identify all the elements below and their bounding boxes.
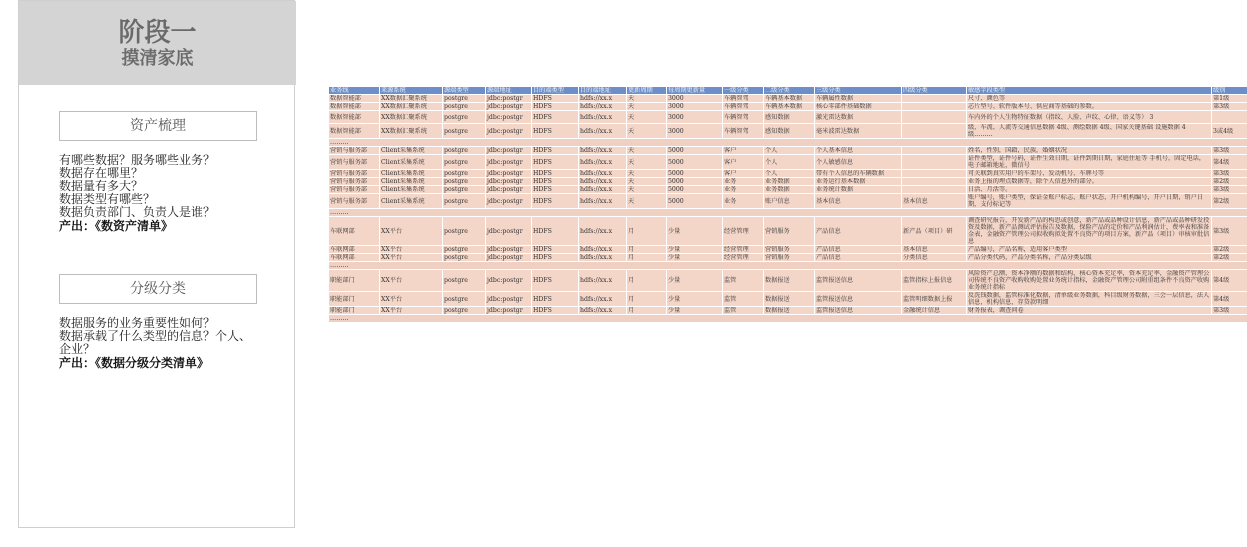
question-line: 数据负责部门、负责人是谁？ <box>59 205 216 219</box>
table-cell: jdbc:postgr <box>486 307 532 315</box>
ellipsis-cell: ……… <box>329 315 1247 323</box>
table-cell: XX数据汇聚系统 <box>380 95 443 103</box>
table-cell: postgre <box>443 194 486 209</box>
table-cell: 业务数据 <box>764 186 815 194</box>
table-cell: 月 <box>627 217 667 246</box>
question-line: 数据类型有哪些？ <box>59 192 156 206</box>
table-cell: 可关联到真实用户的车架号、发动机号、车牌号等 <box>967 170 1212 178</box>
table-cell: HDFS <box>532 270 579 292</box>
table-cell: 账户编号，账户类型，保证金账户标志，账户状态，开户机构编号，开户日期，销户日期，支付标记等 <box>967 194 1212 209</box>
table-cell: hdfs://xx.x <box>579 111 627 124</box>
table-row <box>329 246 1247 254</box>
table-cell: 财务报表，调查问卷 <box>967 307 1212 315</box>
table-cell: 3000 <box>667 111 723 124</box>
table-cell: postgre <box>443 111 486 124</box>
table-row <box>329 292 1247 307</box>
table-cell: 日活、月活等。 <box>967 186 1212 194</box>
table-cell: jdbc:postgr <box>486 95 532 103</box>
table-cell <box>902 124 967 139</box>
table-cell: 车联网部 <box>329 254 380 262</box>
table-cell: 车辆智驾 <box>723 124 764 139</box>
question-line: 企业？ <box>59 342 96 356</box>
table-cell: 月 <box>627 254 667 262</box>
table-header-row <box>329 87 1247 95</box>
table-row <box>329 155 1247 170</box>
table-cell: postgre <box>443 270 486 292</box>
table-cell: 客户 <box>723 155 764 170</box>
table-cell: XX平台 <box>380 254 443 262</box>
table-cell: 营销服务 <box>764 246 815 254</box>
table-cell: 第2级 <box>1212 246 1247 254</box>
table-cell: 个人 <box>764 170 815 178</box>
table-cell: 感知数据 <box>764 124 815 139</box>
table-cell: postgre <box>443 254 486 262</box>
column-header: 二级分类 <box>764 87 815 95</box>
table-cell: postgre <box>443 292 486 307</box>
table-row <box>329 170 1247 178</box>
table-cell: 数据报送 <box>764 270 815 292</box>
table-cell: 月 <box>627 292 667 307</box>
table-cell: 监管指标上报信息 <box>902 270 967 292</box>
table-cell: 天 <box>627 186 667 194</box>
table-cell: 产品编号，产品名称，适用客户类型 <box>967 246 1212 254</box>
table-row <box>329 147 1247 155</box>
table-row <box>329 124 1247 139</box>
stage-panel <box>18 0 295 528</box>
table-cell: 监管 <box>723 307 764 315</box>
table-row <box>329 194 1247 209</box>
table-cell: hdfs://xx.x <box>579 307 627 315</box>
table-cell: 第4级 <box>1212 155 1247 170</box>
table-cell <box>902 147 967 155</box>
table-cell: HDFS <box>532 95 579 103</box>
table-cell: 金融统计信息 <box>902 307 967 315</box>
table-cell: 5000 <box>667 194 723 209</box>
table-cell: HDFS <box>532 170 579 178</box>
table-cell: 数据智能部 <box>329 124 380 139</box>
table-cell: 职能部门 <box>329 270 380 292</box>
table-cell: 尺寸、颜色等 <box>967 95 1212 103</box>
table-cell: 天 <box>627 170 667 178</box>
table-cell: jdbc:postgr <box>486 147 532 155</box>
table-row <box>329 178 1247 186</box>
table-cell: XX数据汇聚系统 <box>380 124 443 139</box>
table-cell: HDFS <box>532 292 579 307</box>
table-cell: 分类信息 <box>902 254 967 262</box>
table-cell: 业务 <box>723 194 764 209</box>
table-cell: Client采集系统 <box>380 155 443 170</box>
table-cell: 业务 <box>723 186 764 194</box>
table-cell <box>902 178 967 186</box>
table-row <box>329 270 1247 292</box>
stage-title: 阶段一 <box>118 18 197 48</box>
table-cell: Client采集系统 <box>380 186 443 194</box>
table-cell: hdfs://xx.x <box>579 95 627 103</box>
table-cell: 5000 <box>667 155 723 170</box>
table-cell: jdbc:postgr <box>486 254 532 262</box>
table-cell: 车内外的个人生物特征数据（指纹、人脸、声纹、心律、语义等） 3 <box>967 111 1212 124</box>
table-cell: 营销与服务部 <box>329 194 380 209</box>
table-cell: 第3级 <box>1212 217 1247 246</box>
table-cell: 少量 <box>667 270 723 292</box>
ellipsis-cell: ……… <box>329 262 1247 270</box>
table-cell: 车辆智驾 <box>723 111 764 124</box>
table-cell: jdbc:postgr <box>486 186 532 194</box>
column-header: 目的端类型 <box>532 87 579 95</box>
question-line: 数据承载了什么类型的信息？个人、 <box>59 329 252 343</box>
table-cell: hdfs://xx.x <box>579 194 627 209</box>
table-cell: jdbc:postgr <box>486 292 532 307</box>
table-cell: 个人基本信息 <box>815 147 902 155</box>
table-ellipsis-row <box>329 139 1247 147</box>
table-cell: 产品信息 <box>815 246 902 254</box>
asset-inventory-box: 资产梳理 <box>59 111 257 141</box>
table-cell: 新产品（项目）研 <box>902 217 967 246</box>
table-cell: HDFS <box>532 186 579 194</box>
table-cell: 天 <box>627 124 667 139</box>
table-cell: 监管 <box>723 292 764 307</box>
table-cell: 数据报送 <box>764 307 815 315</box>
table-cell: postgre <box>443 124 486 139</box>
table-cell: 监管明细数据上报 <box>902 292 967 307</box>
table-cell: 激光雷达数据 <box>815 111 902 124</box>
table-cell: 第2级 <box>1212 254 1247 262</box>
table-cell: 个人敏感信息 <box>815 155 902 170</box>
table-cell: 车辆属性数据 <box>815 95 902 103</box>
table-cell: 3或4级 <box>1212 124 1247 139</box>
table-cell: hdfs://xx.x <box>579 147 627 155</box>
table-row <box>329 111 1247 124</box>
output-line: 产出：《数资产清单》 <box>59 219 174 233</box>
table-cell: postgre <box>443 147 486 155</box>
table-cell: 职能部门 <box>329 307 380 315</box>
table-cell: 数据智能部 <box>329 103 380 111</box>
table-cell <box>902 103 967 111</box>
table-cell: hdfs://xx.x <box>579 170 627 178</box>
table-ellipsis-row <box>329 262 1247 270</box>
table-cell: XX平台 <box>380 292 443 307</box>
table-cell: 第3级 <box>1212 307 1247 315</box>
table-cell: 营销与服务部 <box>329 186 380 194</box>
column-header: 源端地址 <box>486 87 532 95</box>
table-cell: HDFS <box>532 194 579 209</box>
table-cell: 调查研究报告，开发新产品的构思或创意，新产品或品种设计信息，新产品或品种研发投资及数据，新产品测试评估报告及数据，保险产品的定价和产品利润估计，费率表和准备金表，金融资产管理公司拟收购拟处置不良资产的项目方案，新产品（项目）审核审批信息 <box>967 217 1212 246</box>
table-cell: 5000 <box>667 147 723 155</box>
table-cell: 基本信息 <box>902 194 967 209</box>
table-cell: 营销服务 <box>764 254 815 262</box>
table-cell: 核心零部件基础数据 <box>815 103 902 111</box>
table-cell: 业务数据 <box>764 178 815 186</box>
table-cell: hdfs://xx.x <box>579 155 627 170</box>
table-cell: 个人 <box>764 147 815 155</box>
question-line: 数据服务的业务重要性如何？ <box>59 316 216 330</box>
table-cell: jdbc:postgr <box>486 194 532 209</box>
table-cell: 姓名，性别，国籍，民族，婚姻状况 <box>967 147 1212 155</box>
question-line: 数据存在哪里？ <box>59 166 144 180</box>
table-cell: 第3级 <box>1212 170 1247 178</box>
table-cell: postgre <box>443 170 486 178</box>
column-header: 源端类型 <box>443 87 486 95</box>
table-cell: 少量 <box>667 246 723 254</box>
table-cell: 感知数据 <box>764 111 815 124</box>
table-cell: Client采集系统 <box>380 178 443 186</box>
table-cell <box>1212 111 1247 124</box>
table-cell: HDFS <box>532 103 579 111</box>
stage-subtitle: 摸清家底 <box>121 48 194 69</box>
table-cell: jdbc:postgr <box>486 111 532 124</box>
table-cell: hdfs://xx.x <box>579 217 627 246</box>
table-cell: HDFS <box>532 155 579 170</box>
asset-inventory-questions <box>59 154 289 233</box>
table-cell: jdbc:postgr <box>486 124 532 139</box>
table-cell: postgre <box>443 217 486 246</box>
table-cell: 营销与服务部 <box>329 170 380 178</box>
table-cell: 带有个人信息的车辆数据 <box>815 170 902 178</box>
table-cell: 天 <box>627 95 667 103</box>
table-cell: 天 <box>627 178 667 186</box>
table-cell: postgre <box>443 246 486 254</box>
table-cell: Client采集系统 <box>380 147 443 155</box>
table-cell: hdfs://xx.x <box>579 178 627 186</box>
table-cell: jdbc:postgr <box>486 217 532 246</box>
table-cell <box>902 111 967 124</box>
table-cell: 产品信息 <box>815 254 902 262</box>
table-cell: 数据智能部 <box>329 111 380 124</box>
table-cell: 3000 <box>667 103 723 111</box>
table-cell: 第3级 <box>1212 103 1247 111</box>
column-header: 来源系统 <box>380 87 443 95</box>
table-cell: HDFS <box>532 217 579 246</box>
table-cell: 车辆智驾 <box>723 103 764 111</box>
table-cell: 级、车流、人流等交通信息数据 4级、测绘数据 4级、国家关键基础 设施数据 4级……… <box>967 124 1212 139</box>
table-cell: 少量 <box>667 292 723 307</box>
table-cell: 少量 <box>667 217 723 246</box>
table-ellipsis-row <box>329 209 1247 217</box>
classification-box: 分级分类 <box>59 274 257 304</box>
table-cell: XX平台 <box>380 246 443 254</box>
column-header: 敏感字段类型 <box>967 87 1212 95</box>
table-cell: 经营管理 <box>723 254 764 262</box>
table-cell: 车联网部 <box>329 217 380 246</box>
table-cell: hdfs://xx.x <box>579 254 627 262</box>
table-cell: 监管报送信息 <box>815 292 902 307</box>
table-cell: postgre <box>443 95 486 103</box>
table-cell: 营销服务 <box>764 217 815 246</box>
table-cell: 数据智能部 <box>329 95 380 103</box>
table-row <box>329 254 1247 262</box>
table-cell: 基本信息 <box>815 194 902 209</box>
table-row <box>329 95 1247 103</box>
table-cell: 第2级 <box>1212 178 1247 186</box>
table-cell: hdfs://xx.x <box>579 124 627 139</box>
table-row <box>329 217 1247 246</box>
table-cell: postgre <box>443 186 486 194</box>
table-cell: 证件类型，证件号码，证件生效日期，证件到期日期，家庭住址等 手机号，固定电话，电子邮箱地址，微信号 <box>967 155 1212 170</box>
output-line: 产出：《数据分级分类清单》 <box>59 356 210 370</box>
table-cell: 第4级 <box>1212 292 1247 307</box>
table-cell: 营销与服务部 <box>329 178 380 186</box>
table-cell: 月 <box>627 307 667 315</box>
table-cell: 第4级 <box>1212 270 1247 292</box>
table-cell: 天 <box>627 103 667 111</box>
table-cell: hdfs://xx.x <box>579 292 627 307</box>
table-cell: 芯片型号、软件版本号、供应商等基础的参数。 <box>967 103 1212 111</box>
table-cell: jdbc:postgr <box>486 178 532 186</box>
table-cell: HDFS <box>532 147 579 155</box>
table-cell: 客户 <box>723 170 764 178</box>
table-cell: hdfs://xx.x <box>579 103 627 111</box>
table-cell: 第2级 <box>1212 194 1247 209</box>
table-cell: hdfs://xx.x <box>579 186 627 194</box>
table-cell: jdbc:postgr <box>486 270 532 292</box>
table-cell: XX数据汇聚系统 <box>380 111 443 124</box>
table-cell: Client采集系统 <box>380 170 443 178</box>
ellipsis-cell: ……… <box>329 139 1247 147</box>
table-cell: 5000 <box>667 170 723 178</box>
column-header: 四级分类 <box>902 87 967 95</box>
table-cell: 车联网部 <box>329 246 380 254</box>
table-cell: 天 <box>627 147 667 155</box>
table-cell: 监管报送信息 <box>815 270 902 292</box>
classification-questions <box>59 317 289 370</box>
table-row <box>329 307 1247 315</box>
table-cell: 5000 <box>667 178 723 186</box>
column-header: 一级分类 <box>723 87 764 95</box>
table-cell: 少量 <box>667 307 723 315</box>
table-cell: 风险资产总额，资本净额的数据和结构，核心资本充足率，资本充足率，金融资产管理公司传统不良资产收购收购处置业务统计指标，金融资产管理公司附重组条件不良资产收购业务统计指标 <box>967 270 1212 292</box>
table-cell: 职能部门 <box>329 292 380 307</box>
question-line: 有哪些数据？服务哪些业务？ <box>59 153 216 167</box>
table-cell: 营销与服务部 <box>329 155 380 170</box>
table-cell: 业务上报的埋点数据等，除个人信息外的部分。 <box>967 178 1212 186</box>
table-cell: 车辆基本数据 <box>764 95 815 103</box>
table-cell: hdfs://xx.x <box>579 270 627 292</box>
table-cell: 客户 <box>723 147 764 155</box>
data-asset-table <box>328 86 1247 323</box>
table-cell <box>902 155 967 170</box>
table-cell: 产品信息 <box>815 217 902 246</box>
table-cell: 天 <box>627 111 667 124</box>
table-cell: 营销与服务部 <box>329 147 380 155</box>
table-cell: Client采集系统 <box>380 194 443 209</box>
table-cell: HDFS <box>532 111 579 124</box>
table-cell: XX平台 <box>380 217 443 246</box>
table-cell: 经营管理 <box>723 246 764 254</box>
table-row <box>329 186 1247 194</box>
table-cell: postgre <box>443 155 486 170</box>
question-line: 数据量有多大？ <box>59 179 144 193</box>
table-cell: jdbc:postgr <box>486 170 532 178</box>
table-cell: XX数据汇聚系统 <box>380 103 443 111</box>
table-row <box>329 103 1247 111</box>
table-cell: 车辆基本数据 <box>764 103 815 111</box>
table-cell: 5000 <box>667 186 723 194</box>
ellipsis-cell: ……… <box>329 209 1247 217</box>
table-cell: 账户信息 <box>764 194 815 209</box>
table-cell: 3000 <box>667 95 723 103</box>
table-cell: jdbc:postgr <box>486 155 532 170</box>
column-header: 目的端地址 <box>579 87 627 95</box>
table-cell: 车辆智驾 <box>723 95 764 103</box>
table-cell: 天 <box>627 194 667 209</box>
table-cell: 业务统计数据 <box>815 186 902 194</box>
table-cell: jdbc:postgr <box>486 103 532 111</box>
table-cell: 第3级 <box>1212 147 1247 155</box>
column-header: 业务线 <box>329 87 380 95</box>
table-cell: 数据报送 <box>764 292 815 307</box>
table-cell: 天 <box>627 155 667 170</box>
table-cell: 监管 <box>723 270 764 292</box>
table-cell: postgre <box>443 307 486 315</box>
column-header: 更新周期 <box>627 87 667 95</box>
table-cell <box>902 170 967 178</box>
stage-header <box>19 1 296 85</box>
column-header: 级别 <box>1212 87 1247 95</box>
table-cell: 个人 <box>764 155 815 170</box>
table-cell: jdbc:postgr <box>486 246 532 254</box>
table-cell: 业务 <box>723 178 764 186</box>
table-cell: hdfs://xx.x <box>579 246 627 254</box>
table-cell: XX平台 <box>380 307 443 315</box>
table-cell: HDFS <box>532 124 579 139</box>
table-cell: HDFS <box>532 307 579 315</box>
table-cell <box>902 186 967 194</box>
table-cell <box>902 95 967 103</box>
table-cell: 基本信息 <box>902 246 967 254</box>
table-cell: 毫米波雷达数据 <box>815 124 902 139</box>
table-cell: 3000 <box>667 124 723 139</box>
table-cell: 产品分类代码，产品分类名称，产品分类层级 <box>967 254 1212 262</box>
table-cell: 反洗钱数据，监管标准化数据，清单级业务数据，科目级财务数据，三会一层信息，法人信息，机构信息，存贷款明细 <box>967 292 1212 307</box>
table-cell: HDFS <box>532 246 579 254</box>
table-cell: 业务运行基本数据 <box>815 178 902 186</box>
table-cell: XX平台 <box>380 270 443 292</box>
table-cell: HDFS <box>532 254 579 262</box>
table-cell: postgre <box>443 103 486 111</box>
table-cell: 经营管理 <box>723 217 764 246</box>
table-ellipsis-row <box>329 315 1247 323</box>
table-cell: 少量 <box>667 254 723 262</box>
table-cell: 第3级 <box>1212 186 1247 194</box>
column-header: 每周期更新量 <box>667 87 723 95</box>
table-cell: 月 <box>627 246 667 254</box>
table-cell: 月 <box>627 270 667 292</box>
column-header: 三级分类 <box>815 87 902 95</box>
table-cell: 监管报送信息 <box>815 307 902 315</box>
table-cell: 第1级 <box>1212 95 1247 103</box>
table-cell: HDFS <box>532 178 579 186</box>
table-cell: postgre <box>443 178 486 186</box>
